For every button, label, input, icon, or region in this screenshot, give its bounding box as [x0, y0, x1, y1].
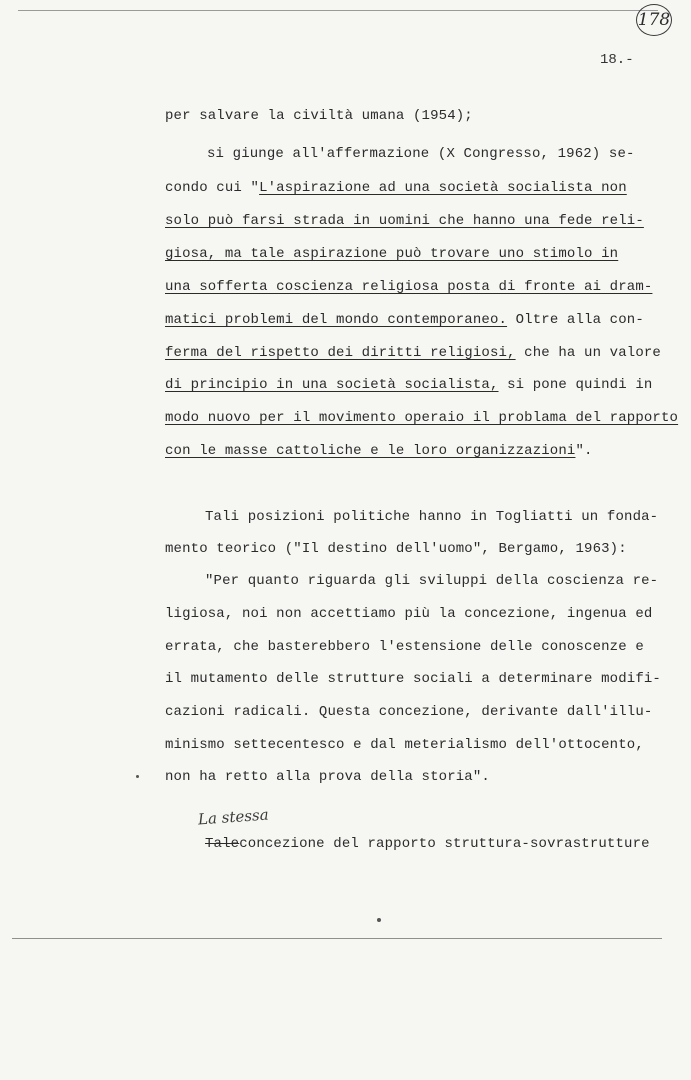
text-line: minismo settecentesco e dal meterialismo dell'ottocento,	[165, 737, 644, 753]
text-line: Taleconcezione del rapporto struttura-sovrastrutture	[205, 836, 650, 852]
text-line: ferma del rispetto dei diritti religiosi, che ha un valore	[165, 345, 661, 361]
text-line: "Per quanto riguarda gli sviluppi della coscienza re-	[205, 573, 659, 589]
text-line: matici problemi del mondo contemporaneo. Oltre alla con-	[165, 312, 644, 328]
text-line: con le masse cattoliche e le loro organizzazioni".	[165, 443, 593, 459]
top-rule	[18, 10, 658, 11]
text-line: non ha retto alla prova della storia".	[165, 769, 490, 785]
text-line: il mutamento delle strutture sociali a determinare modifi-	[165, 671, 661, 687]
page-number: 18.-	[600, 52, 634, 68]
text-line: per salvare la civiltà umana (1954);	[165, 108, 473, 124]
text-line: giosa, ma tale aspirazione può trovare uno stimolo in	[165, 246, 619, 262]
text-line: si giunge all'affermazione (X Congresso, 1962) se-	[207, 146, 635, 162]
text-line: Tali posizioni politiche hanno in Togliatti un fonda-	[205, 509, 659, 525]
text-line: condo cui "L'aspirazione ad una società socialista non	[165, 180, 627, 196]
bottom-rule	[12, 938, 662, 939]
text-line: di principio in una società socialista, si pone quindi in	[165, 377, 653, 393]
archive-number-stamp: 178	[636, 4, 672, 36]
ink-speck	[377, 918, 381, 922]
text-line: modo nuovo per il movimento operaio il problama del rapporto	[165, 410, 679, 426]
struck-word: Tale	[205, 836, 240, 852]
handwritten-insertion: La stessa	[197, 805, 270, 829]
text-line: una sofferta coscienza religiosa posta di fronte ai dram-	[165, 279, 653, 295]
text-line: errata, che basterebbero l'estensione delle conoscenze e	[165, 639, 644, 655]
text-line: solo può farsi strada in uomini che hanno una fede reli-	[165, 213, 644, 229]
ink-speck	[136, 775, 139, 778]
text-line: cazioni radicali. Questa concezione, derivante dall'illu-	[165, 704, 653, 720]
text-line: ligiosa, noi non accettiamo più la concezione, ingenua ed	[165, 606, 653, 622]
text-line: mento teorico ("Il destino dell'uomo", Bergamo, 1963):	[165, 541, 627, 557]
